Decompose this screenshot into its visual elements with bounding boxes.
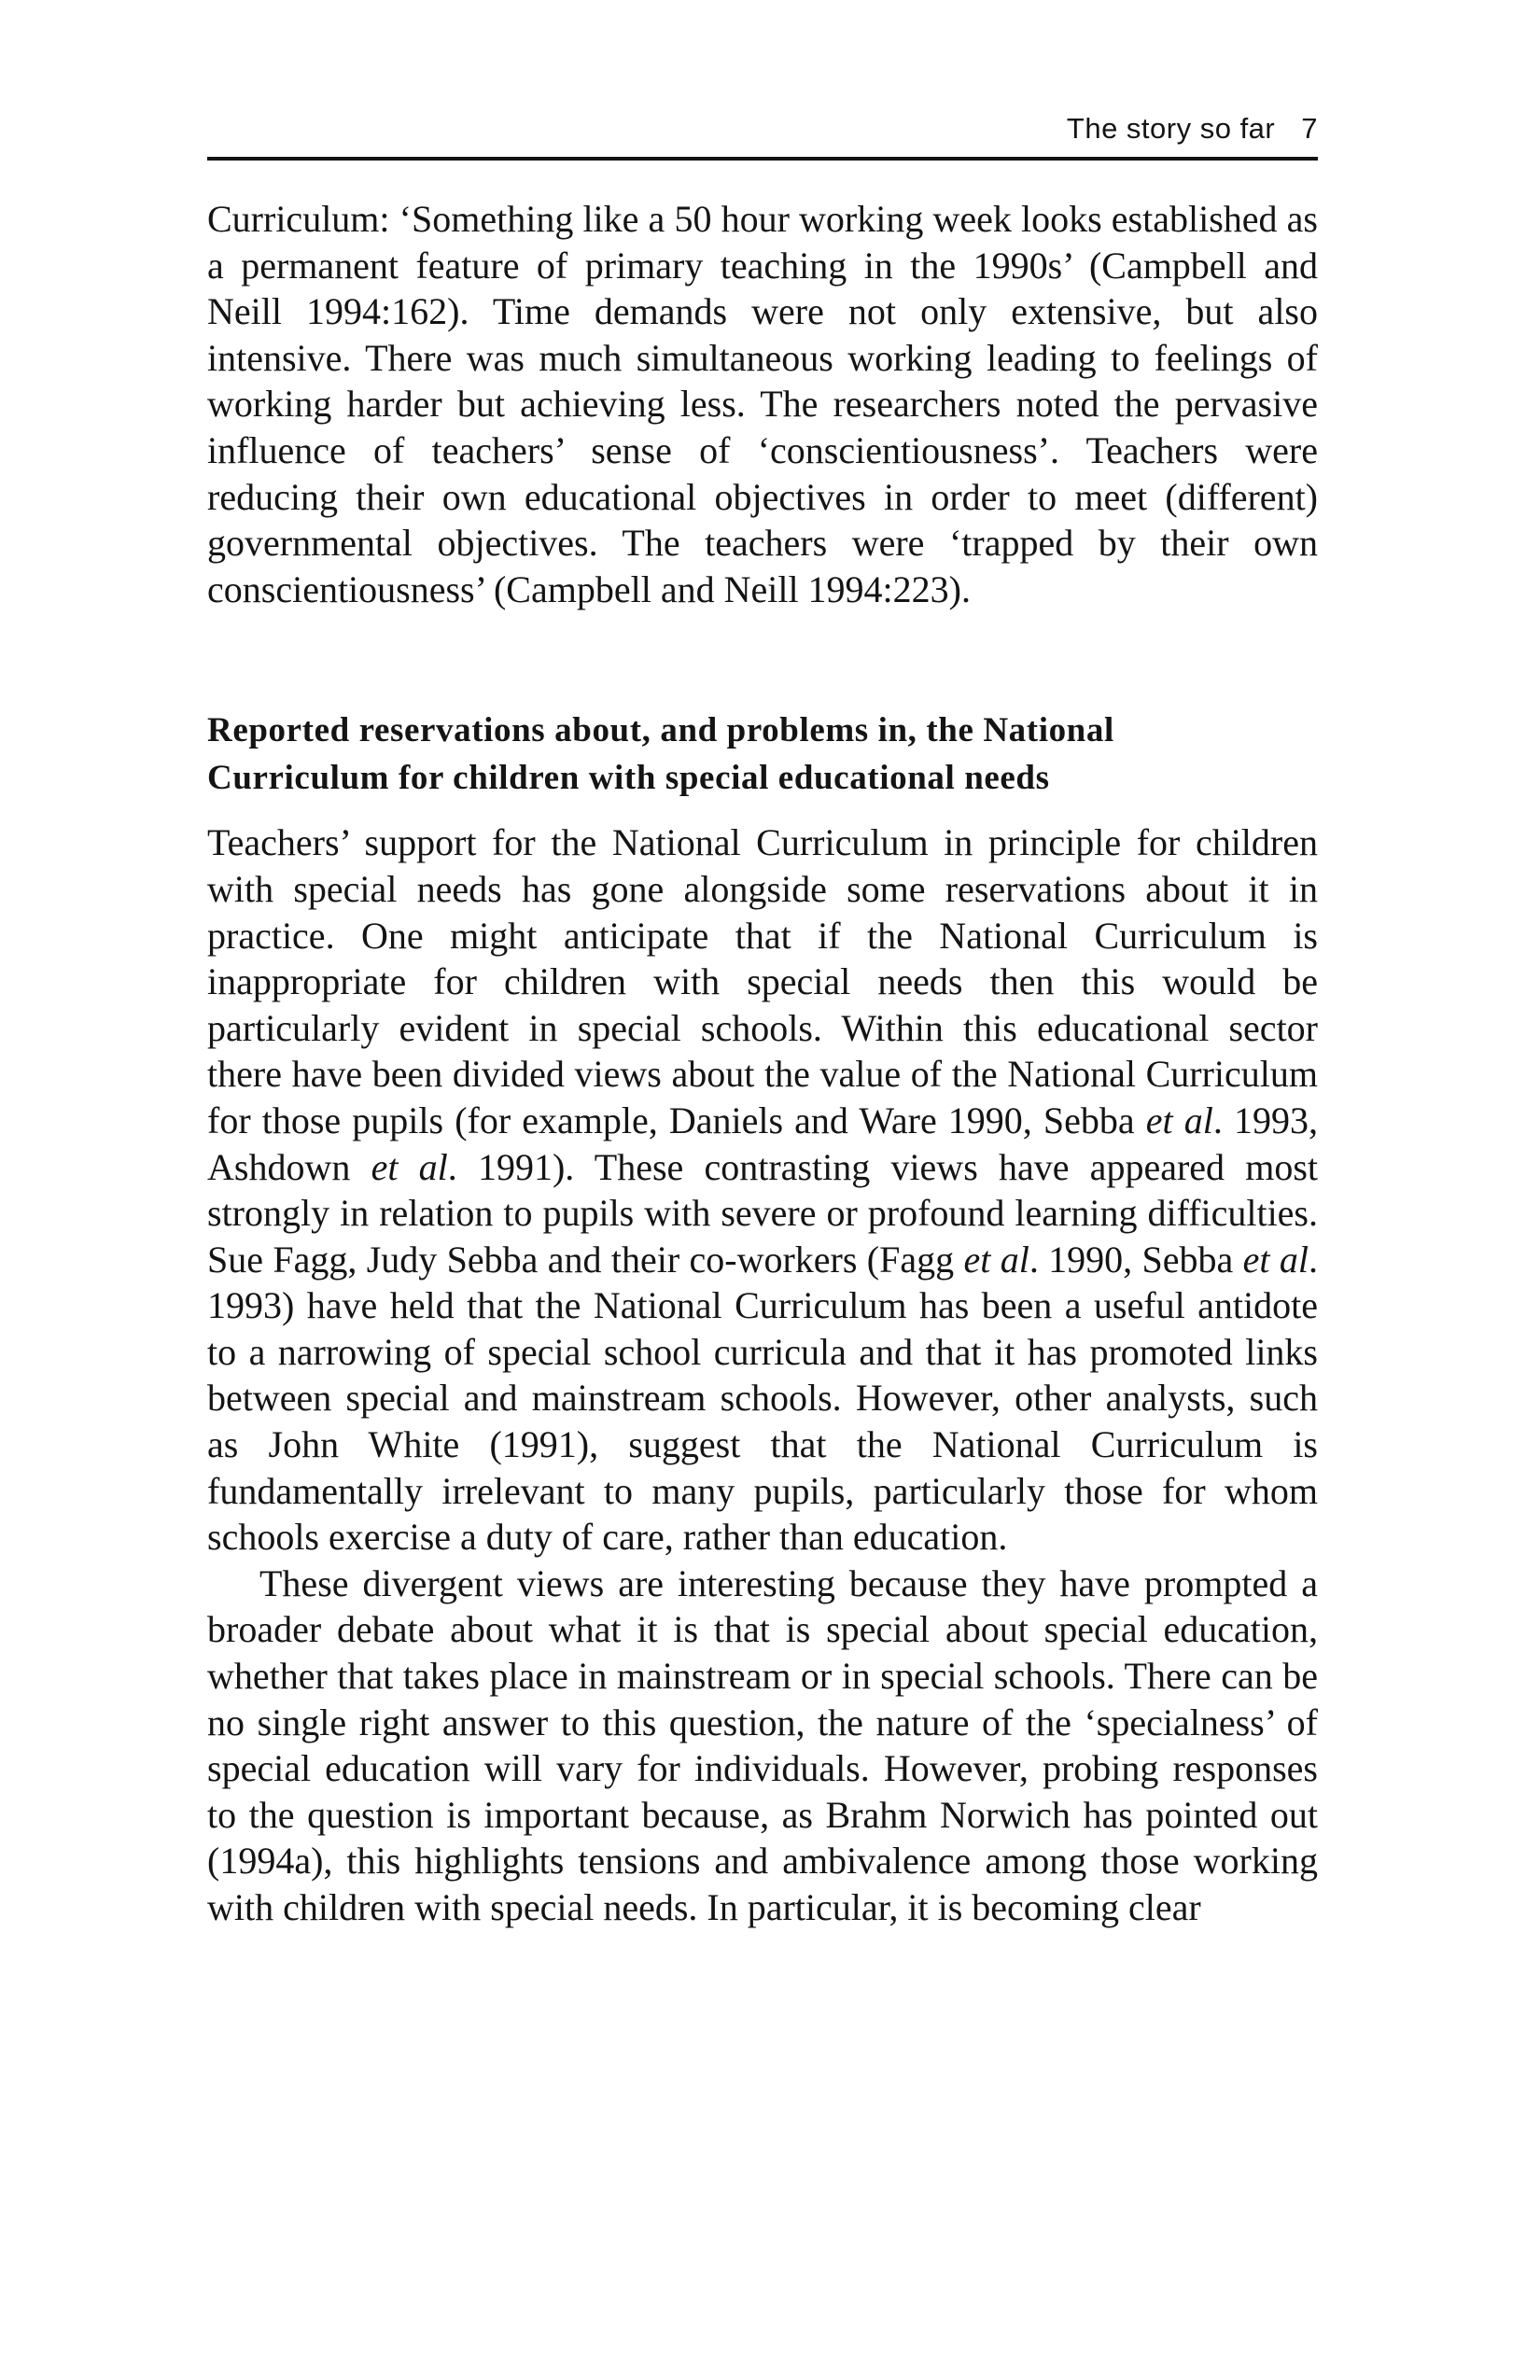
et-al-italic: et al [1242, 1238, 1309, 1281]
running-title: The story so far [1066, 112, 1276, 145]
et-al-italic: et al [371, 1145, 448, 1188]
page-body [207, 196, 1318, 1931]
section-heading-line-2: Curriculum for children with special educational needs [207, 759, 1050, 798]
header-rule [207, 157, 1318, 161]
running-head [207, 110, 1318, 147]
continued-paragraph: Curriculum: ‘Something like a 50 hour working week looks established as a permanent feature of primary teaching in the 1990s’ (Campbell and Neill 1994:162). Time demands were not only extensive, but also intensive. There was much simultaneous working leading to feelings of working harder but achieving less. The researchers noted the pervasive influence of teachers’ sense of ‘conscientiousness’. Teachers were reducing their own educational objectives in order to meet (different) governmental objectives. The teachers were ‘trapped by their own conscientiousness’ (Campbell and Neill 1994:223). [207, 198, 1318, 610]
et-al-italic: et al [963, 1238, 1029, 1281]
page-number: 7 [1301, 112, 1318, 145]
paragraph-text: . 1993, Ashdown [207, 1099, 1319, 1188]
section-heading-line-1: Reported reservations about, and problems in, the National [207, 711, 1114, 750]
section-heading [207, 707, 1318, 802]
paragraph-text: . 1990, Sebba [1029, 1238, 1243, 1281]
section-paragraph-2: These divergent views are interesting because they have prompted a broader debate about what it is that is special about special education, whether that takes place in mainstream or in special schools. There can be no single right answer to this question, the nature of the ‘specialness’ of special education will vary for individuals. However, probing responses to the question is important because, as Brahm Norwich has pointed out (1994a), this highlights tensions and ambivalence among those working with children with special needs. In particular, it is becoming clear [207, 1561, 1318, 1928]
paragraph-text: . 1991). These contrasting views have appeared most strongly in relation to pupils with severe or profound learning difficulties. Sue Fagg, Judy Sebba and their co-workers (Fagg [207, 1145, 1319, 1281]
section-paragraph-1 [207, 819, 1318, 1561]
paragraph-text: . 1993) have held that the National Curriculum has been a useful antidote to a narrowing of special school curricula and that it has promoted links between special and mainstream schools. However, other analysts, such as John White (1991), suggest that the National Curriculum is fundamentally irrelevant to many pupils, particularly those for whom schools exercise a duty of care, rather than education. [207, 1238, 1318, 1559]
et-al-italic: et al [1145, 1099, 1213, 1141]
paragraph-text: Teachers’ support for the National Curriculum in principle for children with special needs has gone alongside some reservations about it in practice. One might anticipate that if the National Curriculum is inappropriate for children with special needs then this would be particularly evident in special schools. Within this educational sector there have been divided views about the value of the National Curriculum for those pupils (for example, Daniels and Ware 1990, Sebba [207, 821, 1318, 1141]
